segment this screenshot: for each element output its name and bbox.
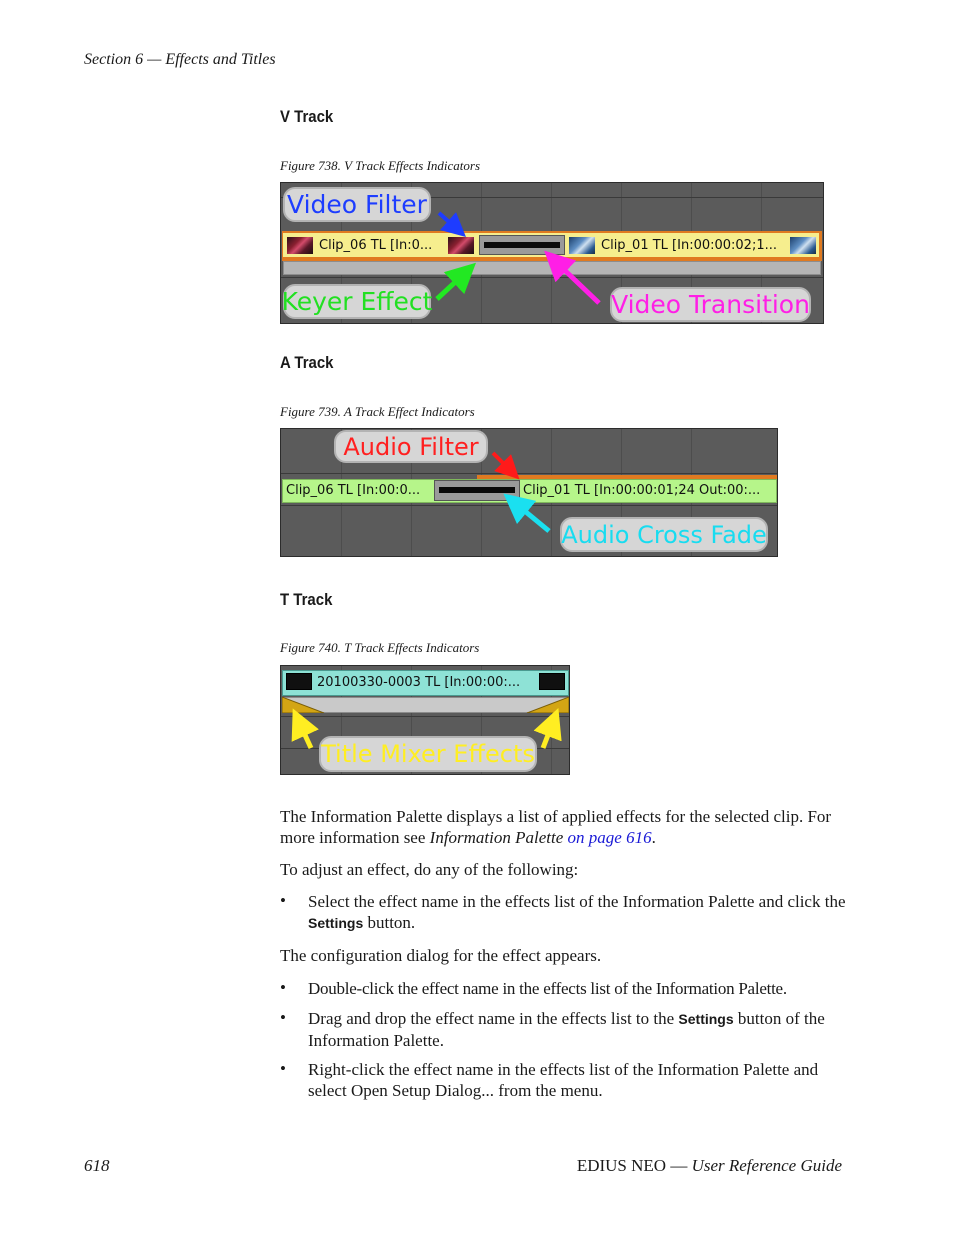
bullet-2-text: Double-click the effect name in the effects list of the Information Palette. [308,979,787,998]
settings-ui-label-2: Settings [678,1011,734,1027]
p1-period: . [651,828,656,847]
b3-text: Drag and drop the effect name in the effects list to the [308,1009,679,1028]
video-transition-arrow [555,261,599,303]
b1-text: Select the effect name in the effects list of the Information Palette and click the [308,892,846,911]
adjust-effect-paragraph: To adjust an effect, do any of the following: [280,860,579,879]
keyer-effect-callout: Keyer Effect [283,284,431,319]
title-mixer-arrow-left [299,722,311,748]
keyer-effect-arrow [437,273,465,299]
v-clip2-label: Clip_01 TL [In:00:00:02;1... [601,238,778,253]
a-clip1-label: Clip_06 TL [In:00:0... [286,483,421,498]
b1-text-end: button. [363,913,416,932]
title-mixer-arrow-right [543,722,553,748]
page-616-link[interactable]: on page 616 [567,828,652,847]
page-number: 618 [84,1156,110,1175]
a-track-heading: A Track [280,353,334,372]
audio-filter-callout: Audio Filter [334,430,488,463]
t-track-heading: T Track [280,590,333,609]
figure-740-caption: Figure 740. T Track Effects Indicators [280,640,480,655]
audio-cross-fade-callout: Audio Cross Fade [560,517,768,552]
bullet-2-marker: • [280,978,286,997]
audio-cross-fade-arrow [515,503,549,531]
bullet-4-marker: • [280,1059,286,1078]
p1-reference: Information Palette [429,828,564,847]
bullet-3-marker: • [280,1008,286,1027]
section-header: Section 6 — Effects and Titles [84,51,276,68]
bullet-1-marker: • [280,891,286,910]
info-palette-paragraph [280,806,845,848]
video-transition-callout: Video Transition [610,287,811,322]
p1-text: The Information Palette displays a list of applied effects for the selected clip. For more information see [280,807,832,847]
guide-title [577,1156,842,1176]
bullet-4-text: Right-click the effect name in the effects list of the Information Palette and select Open Setup Dialog... from the menu. [308,1060,819,1100]
b3-text-end: button of the Information Palette. [308,1009,825,1050]
a-clip2-label: Clip_01 TL [In:00:00:01;24 Out:00:... [523,483,761,498]
t-track-arrows [281,666,570,775]
config-dialog-paragraph: The configuration dialog for the effect appears. [280,946,602,965]
video-filter-arrow [439,213,457,229]
video-filter-callout: Video Filter [283,187,431,222]
v-track-heading: V Track [280,107,334,126]
bullet-1-text [308,891,848,934]
v-track-figure [280,182,824,324]
title-mixer-callout: Title Mixer Effects [319,736,537,772]
bullet-3-text [308,1008,848,1051]
t-clip-label: 20100330-0003 TL [In:00:00:... [317,675,521,690]
v-track-arrows [281,183,824,324]
v-clip1-label: Clip_06 TL [In:0... [319,238,433,253]
audio-filter-arrow [493,453,511,471]
a-track-arrows [281,429,778,557]
settings-ui-label: Settings [308,915,364,931]
a-track-figure [280,428,778,557]
figure-739-caption: Figure 739. A Track Effect Indicators [280,404,475,419]
t-track-figure [280,665,570,775]
figure-738-caption: Figure 738. V Track Effects Indicators [280,158,481,173]
guide-title-text: EDIUS NEO — User Reference Guide [576,1156,842,1175]
